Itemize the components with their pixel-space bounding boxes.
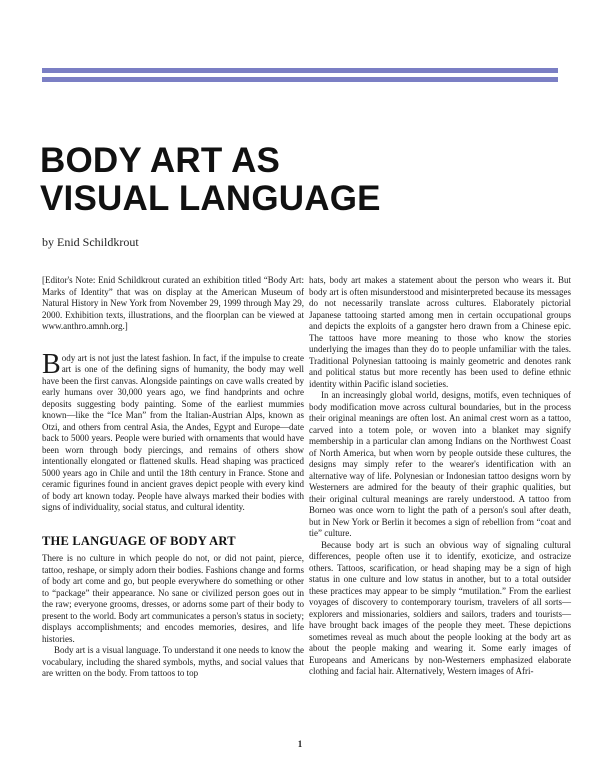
editors-note: [Editor's Note: Enid Schildkrout curated an exhibition titled “Body Art: Marks of Identity” that was on display at the American Museum of Natural History in New York from November 29, 1999 through May 29, 2000. Exhibition texts, illustrations, and the floorplan can be viewed at www.anthro.amnh.org.] bbox=[42, 275, 304, 331]
header-rule-top bbox=[42, 68, 558, 73]
right-column bbox=[309, 275, 571, 678]
drop-cap: B bbox=[42, 348, 61, 380]
title-line-2: VISUAL LANGUAGE bbox=[40, 179, 381, 218]
header-rule-bottom bbox=[42, 77, 558, 82]
right-paragraph-1: hats, body art makes a statement about the person who wears it. But body art is often misunderstood and misinterpreted because its messages do not necessarily translate across cultures. Elaborately pictorial Japanese tattooing started among men in certain occupational groups and depicts the exploits of a gangster hero drawn from a Chinese epic. The tattoos have more meaning to those who know the stories underlying the images than they do to people unfamiliar with the tales. Traditional Polynesian tattooing is mainly geometric and denotes rank and political status but more recently has been used to define ethnic identity within Pacific island societies. bbox=[309, 275, 571, 389]
left-paragraph-2: Body art is a visual language. To understand it one needs to know the vocabulary, including the shared symbols, myths, and social values that are written on the body. From tattoos to top bbox=[42, 645, 304, 678]
left-paragraph-1: There is no culture in which people do not, or did not paint, pierce, tattoo, reshape, or simply adorn their bodies. Fashions change and forms of body art come and go, but people everywhere do something or other to “package” their appearance. No sane or civilized person goes out in the raw; everyone grooms, dresses, or adorns some part of their body to present to the world. Body art communicates a person's status in society; displays accomplishments; and encodes memories, desires, and life histories. bbox=[42, 553, 304, 644]
intro-paragraph bbox=[42, 348, 304, 514]
right-paragraph-3: Because body art is such an obvious way of signaling cultural differences, people often use it to identify, exoticize, and ostracize others. Tattoos, scarification, or head shaping may be a sign of high status in one culture and low status in another, but to a total outsider these practices may appear to be simply “mutilation.” From the earliest voyages of discovery to contemporary tourism, travelers of all sorts—explorers and missionaries, soldiers and sailors, traders and tourists—have brought back images of the people they meet. These depictions sometimes reveal as much about the people looking at the body art as about the people making and wearing it. Some early images of Europeans and Americans by non-Westerners emphasized elaborate clothing and facial hair. Alternatively, Western images of Afri- bbox=[309, 539, 571, 676]
page-number: 1 bbox=[297, 739, 303, 749]
left-column bbox=[42, 275, 304, 680]
right-paragraph-2: In an increasingly global world, designs, motifs, even techniques of body modification move across cultural boundaries, but in the process their original meanings are often lost. An animal crest worn as a tattoo, carved into a totem pole, or woven into a blanket may signify membership in a particular clan among Indians on the Northwest Coast of North America, but when worn by people outside these cultures, the designs may simply refer to the wearer's identification with an alternative way of life. Polynesian or Indonesian tattoo designs worn by Westerners are admired for the beauty of their graphic qualities, but their original cultural meanings are rarely understood. A tattoo from Borneo was once worn to light the path of a person's soul after death, but in New York or Berlin it becomes a sign of rebellion from “coat and tie” culture. bbox=[309, 390, 571, 538]
byline: by Enid Schildkrout bbox=[42, 235, 139, 249]
article-title bbox=[40, 142, 381, 218]
title-line-1: BODY ART AS bbox=[40, 141, 281, 180]
section-heading: THE LANGUAGE OF BODY ART bbox=[42, 533, 236, 548]
intro-text: ody art is not just the latest fashion. In fact, if the impulse to create art is one of the defining signs of humanity, the body may well have been the first canvas. Alongside paintings on cave walls created by early humans over 30,000 years ago, we find handprints and ochre deposits suggesting body painting. Some of the earliest mummies known—like the “Ice Man” from the Italian-Austrian Alps, known as Otzi, and others from central Asia, the Andes, Egypt and Europe—date back to 5000 years. People were buried with ornaments that would have been worn through body piercings, and remains of others show intentionally elongated or flattened skulls. Head shaping was practiced 5000 years ago in Chile and until the 18th century in France. Stone and ceramic figurines found in ancient graves depict people with every kind of body art known today. People have always marked their bodies with signs of individuality, social status, and cultural identity. bbox=[42, 352, 304, 512]
